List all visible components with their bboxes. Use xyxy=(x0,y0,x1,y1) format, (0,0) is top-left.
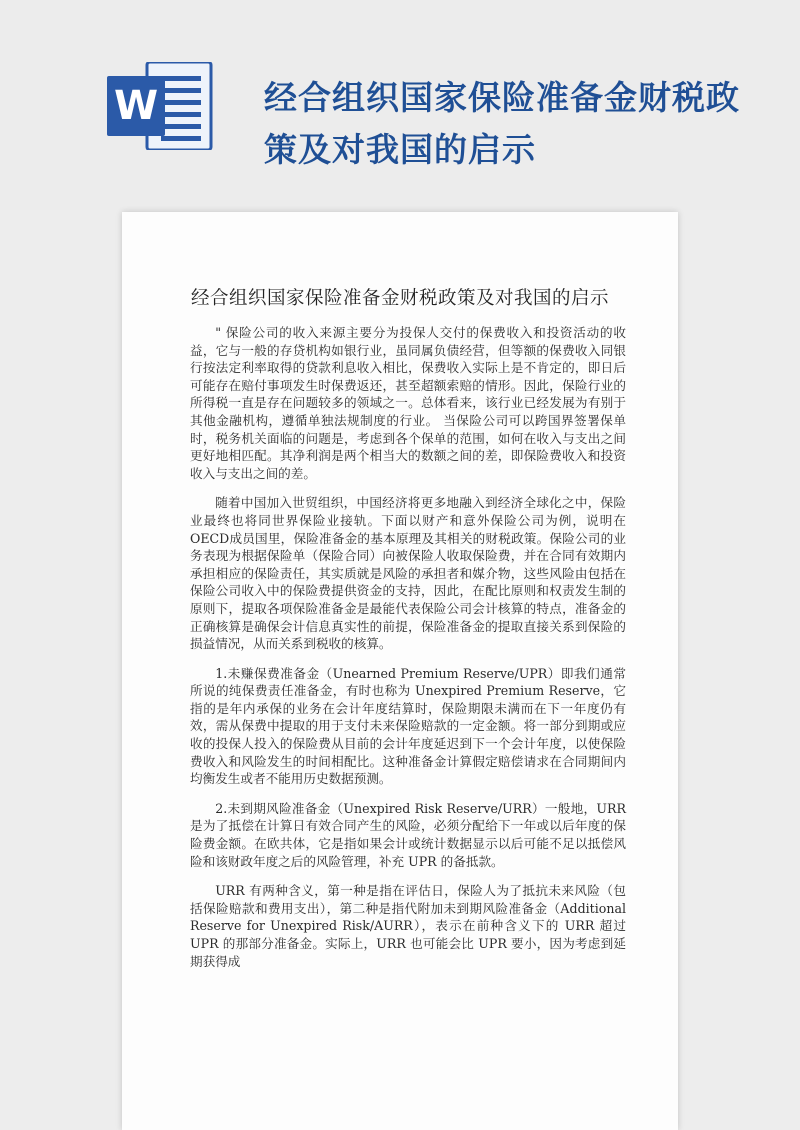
word-document-icon xyxy=(107,62,213,150)
document-page xyxy=(122,212,678,1130)
paragraph: 2.未到期风险准备金（Unexpired Risk Reserve/URR）一般地，URR 是为了抵偿在计算日有效合同产生的风险，必须分配给下一年或以后年度的保险费金额。在欧共体，它是指如果会计或统计数据显示以后可能不足以抵偿风险和该财政年度之后的风险管理，补充 UPR 的备抵款。 xyxy=(190,800,626,869)
paragraph: URR 有两种含义，第一种是指在评估日，保险人为了抵抗未来风险（包括保险赔款和费用支出），第二种是指代附加未到期风险准备金（Additional Reserve for Unexpired Risk/AURR），表示在前种含义下的 URR 超过 UPR 的那部分准备金。实际上，URR 也可能会比 UPR 要小，因为考虑到延期获得成 xyxy=(190,883,626,969)
word-icon-letter: W xyxy=(113,83,159,129)
document-title: 经合组织国家保险准备金财税政策及对我国的启示 xyxy=(190,288,609,309)
paragraph: " 保险公司的收入来源主要分为投保人交付的保费收入和投资活动的收益，它与一般的存贷机构如银行业，虽同属负债经营，但等额的保费收入同银行按法定利率取得的贷款利息收入相比，保费收入实际上是不肯定的，即日后可能存在赔付事项发生时保费返还，甚至超额索赔的情形。因此，保险行业的所得税一直是存在问题较多的领域之一。总体看来，该行业已经发展为有别于其他金融机构，遵循单独法规制度的行业。 当保险公司可以跨国界签署保单时，税务机关面临的问题是，考虑到各个保单的范围，如何在收入与支出之间更好地相匹配。其净利润是两个相当大的数额之间的差，即保险费收入和投资收入与支出之间的差。 xyxy=(190,325,626,481)
document-body xyxy=(190,324,626,982)
paragraph: 1.未赚保费准备金（Unearned Premium Reserve/UPR）即我们通常所说的纯保费责任准备金，有时也称为 Unexpired Premium Reserve，它指的是年内承保的业务在会计年度结算时，保险期限未满而在下一年度仍有效，需从保费中提取的用于支付未来保险赔款的一定金额。将一部分到期或应收的投保人投入的保险费从目前的会计年度延迟到下一个会计年度，以使保险费收入和风险发生的时间相配比。这种准备金计算假定赔偿请求在合同期间内均衡发生或者不能用历史数据预测。 xyxy=(190,665,626,787)
document-header xyxy=(0,0,800,210)
header-title: 经合组织国家保险准备金财税政策及对我国的启示 xyxy=(264,78,740,169)
paragraph: 随着中国加入世贸组织，中国经济将更多地融入到经济全球化之中，保险业最终也将同世界保险业接轨。下面以财产和意外保险公司为例，说明在OECD成员国里，保险准备金的基本原理及其相关的财税政策。保险公司的业务表现为根据保险单（保险合同）向被保险人收取保险费，并在合同有效期内承担相应的保险责任，其实质就是风险的承担者和媒介物，这些风险由包括在保险公司收入中的保险费提供资金的支持，因此，在配比原则和权责发生制的原则下，提取各项保险准备金是最能代表保险公司会计核算的特点，准备金的正确核算是确保会计信息真实性的前提，保险准备金的提取直接关系到保险的损益情况，从而关系到税收的核算。 xyxy=(190,495,626,652)
